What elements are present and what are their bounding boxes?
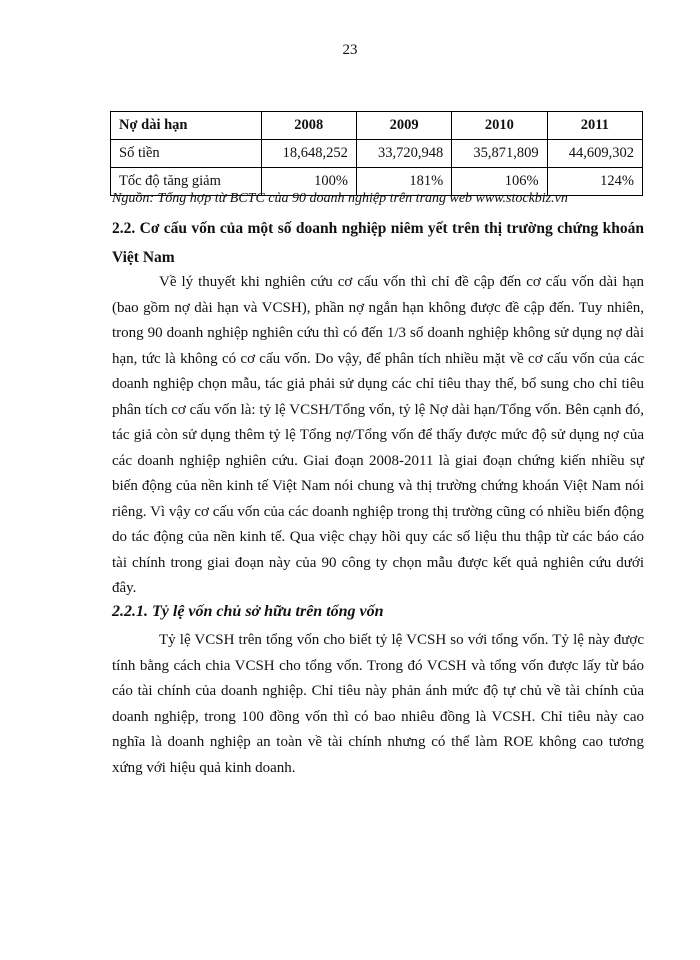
table-cell: Số tiền bbox=[111, 140, 262, 168]
table-cell: 35,871,809 bbox=[452, 140, 547, 168]
table-header-cell: 2011 bbox=[547, 112, 642, 140]
table-cell: 100% bbox=[261, 168, 356, 196]
table-cell: Tốc độ tăng giảm bbox=[111, 168, 262, 196]
table-cell: 44,609,302 bbox=[547, 140, 642, 168]
subsection-heading: 2.2.1. Tỷ lệ vốn chủ sở hữu trên tổng vốn bbox=[112, 603, 384, 620]
table-header-cell: 2010 bbox=[452, 112, 547, 140]
table-cell: 33,720,948 bbox=[356, 140, 451, 168]
section-heading: 2.2. Cơ cấu vốn của một số doanh nghiệp niêm yết trên thị trường chứng khoán Việt Nam bbox=[112, 220, 644, 266]
table-header-cell: Nợ dài hạn bbox=[111, 112, 262, 140]
table-cell: 181% bbox=[356, 168, 451, 196]
long-term-debt-table bbox=[110, 111, 643, 196]
table-header-cell: 2008 bbox=[261, 112, 356, 140]
table-header-row bbox=[111, 112, 643, 140]
page-number: 23 bbox=[342, 42, 358, 58]
table-row bbox=[111, 140, 643, 168]
table-header-cell: 2009 bbox=[356, 112, 451, 140]
table-cell: 106% bbox=[452, 168, 547, 196]
body-paragraph: Tỷ lệ VCSH trên tổng vốn cho biết tỷ lệ VCSH so với tổng vốn. Tỷ lệ này được tính bằng cách chia VCSH cho tổng vốn. Trong đó VCSH và tổng vốn được lấy từ báo cáo tài chính của doanh nghiệp. Chỉ tiêu này phản ánh mức độ tự chủ về tài chính của doanh nghiệp, trong 100 đồng vốn thì có bao nhiêu đồng là VCSH. Chỉ tiêu này cao nghĩa là doanh nghiệp an toàn về tài chính nhưng có thể làm ROE không cao tương xứng với hiệu quả kinh doanh. bbox=[112, 632, 644, 776]
table-source-note: Nguồn: Tổng hợp từ BCTC của 90 doanh nghiệp trên trang web www.stockbiz.vn bbox=[112, 191, 568, 206]
body-paragraph: Về lý thuyết khi nghiên cứu cơ cấu vốn thì chỉ đề cập đến cơ cấu vốn dài hạn (bao gồm nợ dài hạn và VCSH), phần nợ ngắn hạn không được đề cập đến. Tuy nhiên, trong 90 doanh nghiệp nghiên cứu thì có đến 1/3 số doanh nghiệp không sử dụng nợ dài hạn, tức là không có cơ cấu vốn. Do vậy, để phân tích nhiều mặt về cơ cấu vốn của các doanh nghiệp chọn mẫu, tác giả phải sử dụng các chỉ tiêu thay thế, bổ sung cho chỉ tiêu phân tích cơ cấu vốn là: tỷ lệ VCSH/Tổng vốn, tỷ lệ Nợ dài hạn/Tổng vốn. Bên cạnh đó, tác giả còn sử dụng thêm tỷ lệ Tổng nợ/Tổng vốn để thấy được mức độ sử dụng nợ của các doanh nghiệp nghiên cứu. Giai đoạn 2008-2011 là giai đoạn chứng kiến nhiều sự biến động của nền kinh tế Việt Nam nói chung và thị trường chứng khoán Việt Nam nói riêng. Vì vậy cơ cấu vốn của các doanh nghiệp trong thị trường cũng có nhiều biến động do tác động của nền kinh tế. Qua việc chạy hồi quy các số liệu thu thập từ các báo cáo tài chính trong giai đoạn này của 90 công ty chọn mẫu được kết quả nghiên cứu dưới đây. bbox=[112, 274, 644, 596]
table-cell: 18,648,252 bbox=[261, 140, 356, 168]
table-cell: 124% bbox=[547, 168, 642, 196]
